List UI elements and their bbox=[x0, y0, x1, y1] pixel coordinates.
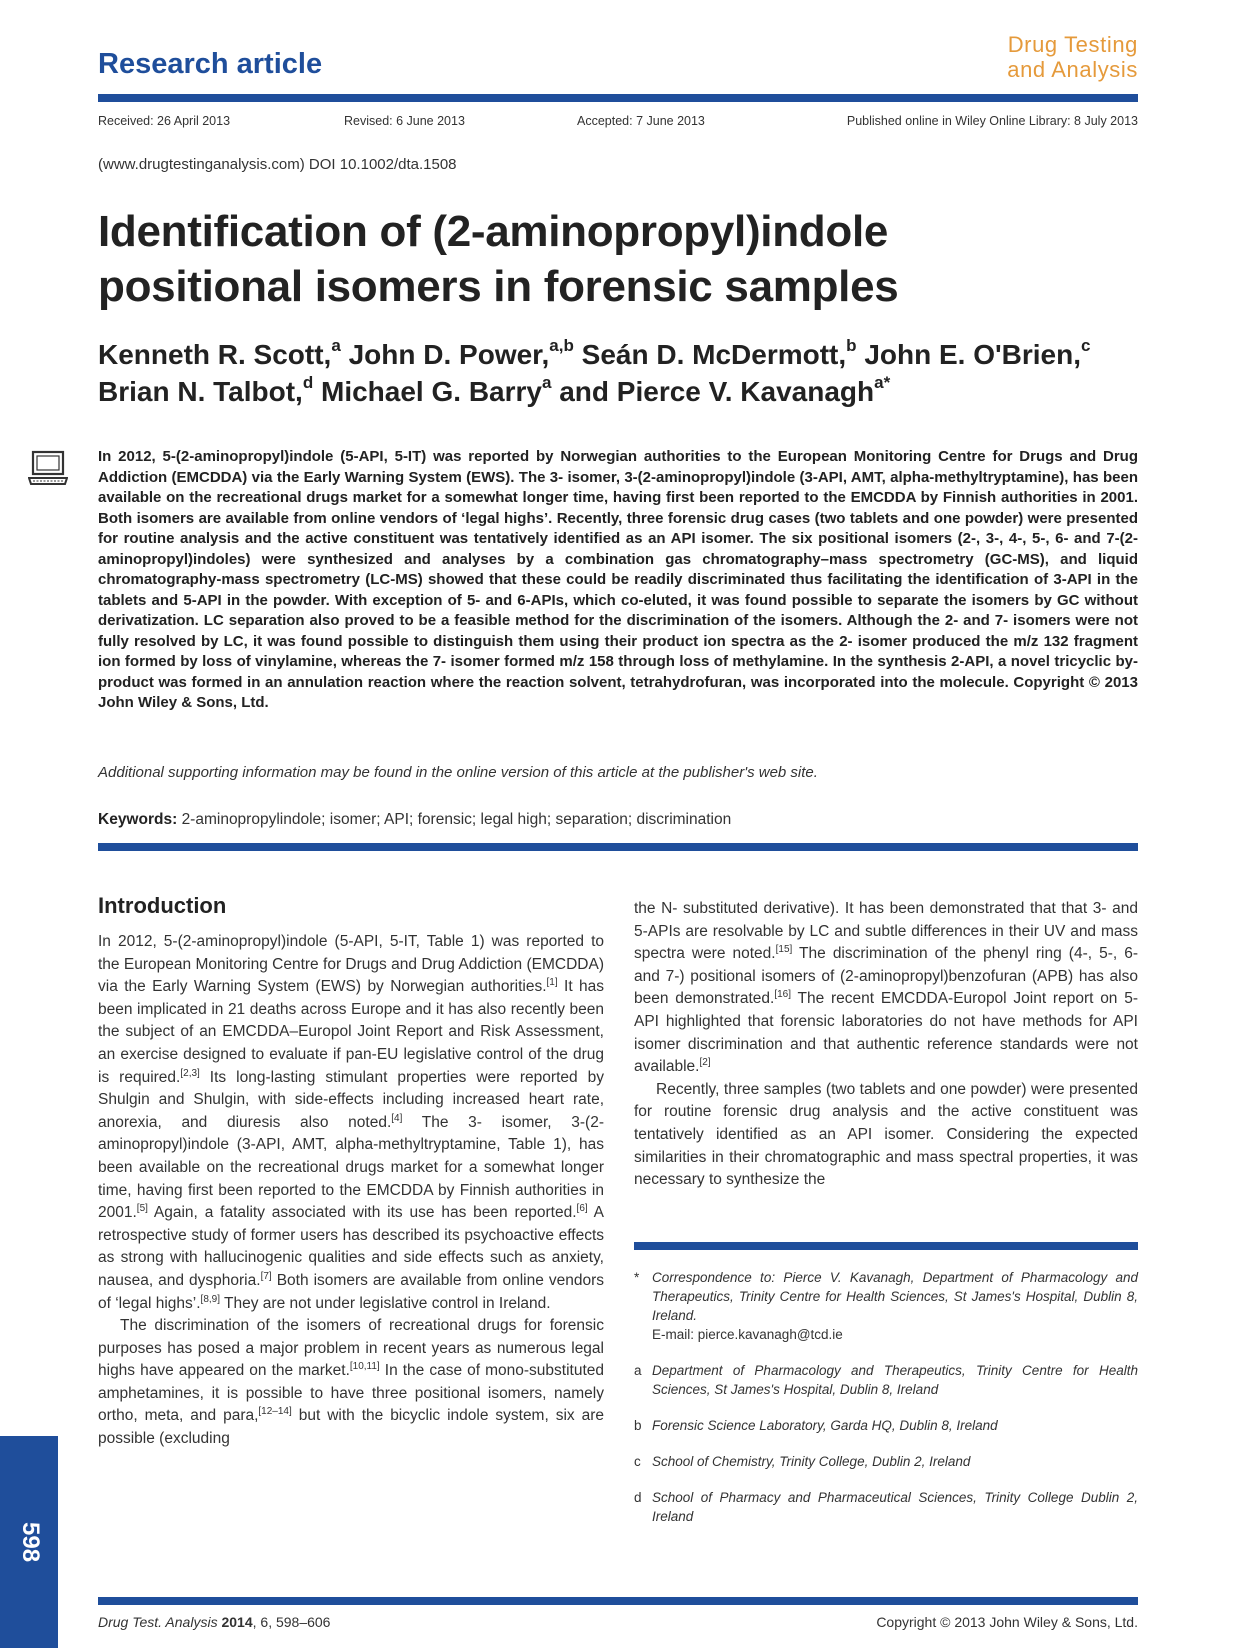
column-right bbox=[634, 898, 1138, 1192]
affiliation-a: a Department of Pharmacology and Therapeutics, Trinity Centre for Health Sciences, St James's Hospital, Dublin 8, Ireland bbox=[634, 1363, 1138, 1397]
abstract-rule bbox=[98, 843, 1138, 851]
affiliation-c: c School of Chemistry, Trinity College, Dublin 2, Ireland bbox=[634, 1454, 971, 1469]
keywords bbox=[98, 811, 1138, 829]
footer-copyright: Copyright © 2013 John Wiley & Sons, Ltd. bbox=[876, 1614, 1138, 1630]
footer-citation: Drug Test. Analysis 2014, 6, 598–606 bbox=[98, 1614, 331, 1630]
correspondence bbox=[634, 1268, 1138, 1344]
reference-citation[interactable]: [6] bbox=[576, 1203, 588, 1215]
journal-name-line1: Drug Testing bbox=[1007, 32, 1138, 57]
supporting-info-note: Additional supporting information may be found in the online version of this article at the publisher's web site. bbox=[98, 764, 818, 781]
computer-icon bbox=[28, 450, 68, 490]
column-left bbox=[98, 893, 604, 1451]
reference-citation[interactable]: [2,3] bbox=[180, 1067, 200, 1079]
affiliation-mark: c bbox=[1081, 336, 1091, 355]
reference-citation[interactable]: [7] bbox=[260, 1270, 272, 1282]
intro-paragraph-2-continued: the N- substituted derivative). It has been demonstrated that that 3- and 5-APIs are resolvable by LC and subtle differences in their UV and mass spectra were noted.[15] The discrimination of the phenyl ring (4-, 5-, 6- and 7-) positional isomers of (2-aminopropyl)benzofuran (APB) has also been demonstrated.[16] The recent EMCDDA-Europol Joint report on 5-API highlighted that forensic laboratories do not have methods for API isomer discrimination and that authentic reference standards were not available.[2] bbox=[634, 900, 1138, 1076]
author: and Pierce V. Kavanagh$^{a*}$ bbox=[559, 373, 891, 407]
reference-citation[interactable]: [2] bbox=[699, 1057, 711, 1069]
correspondence-mark: * bbox=[634, 1270, 640, 1285]
affiliation-d: d School of Pharmacy and Pharmaceutical Sciences, Trinity College Dublin 2, Ireland bbox=[634, 1490, 1138, 1524]
correspondence-rule bbox=[634, 1242, 1138, 1250]
introduction-body bbox=[98, 931, 604, 1451]
reference-citation[interactable]: [16] bbox=[774, 989, 792, 1001]
correspondence-block bbox=[634, 1268, 1138, 1526]
section-label: Research article bbox=[98, 48, 323, 80]
correspondence-text: Correspondence to: Pierce V. Kavanagh, Department of Pharmacology and Therapeutics, Trinity Centre for Health Sciences, St James's Hospital, Dublin 8, Ireland. bbox=[652, 1270, 1138, 1323]
accepted-date: Accepted: 7 June 2013 bbox=[577, 114, 705, 128]
abstract: In 2012, 5-(2-aminopropyl)indole (5-API, 5-IT) was reported by Norwegian authorities to the European Monitoring Centre for Drugs and Drug Addiction (EMCDDA) via the Early Warning System (EWS). The 3- isomer, 3-(2-aminopropyl)indole (3-API, AMT, alpha-methyltryptamine), has been available on the recreational drugs market for a somewhat longer time, having first been reported to the EMCDDA by Finnish authorities in 2001. Both isomers are available from online vendors of ‘legal highs’. Recently, three forensic drug cases (two tablets and one powder) were presented for routine analysis and the active constituent was tentatively identified as an API isomer. The six positional isomers (2-, 3-, 4-, 5-, 6- and 7-(2-aminopropyl)indoles) were synthesized and analyses by a combination gas chromatography–mass spectrometry (GC-MS), and liquid chromatography-mass spectrometry (LC-MS) showed that these could be readily discriminated thus facilitating the identification of 3-API in the tablets and 5-API in the powder. With exception of 5- and 6-APIs, which co-eluted, it was found possible to separate the isomers by GC without derivatization. LC separation also proved to be a feasible method for the discrimination of the isomers. Although the 2- and 7- isomers were not fully resolved by LC, it was found possible to distinguish them using their product ion spectra as the 2- isomer produced the m/z 132 fragment ion formed by loss of vinylamine, whereas the 7- isomer formed m/z 158 through loss of methylamine. In the synthesis 2-API, a novel tricyclic by-product was formed in an annulation reaction where the reaction solvent, tetrahydrofuran, was incorporated into the molecule. Copyright © 2013 John Wiley & Sons, Ltd. bbox=[98, 448, 1138, 711]
article-dates bbox=[98, 114, 1138, 130]
correspondence-email[interactable]: E-mail: pierce.kavanagh@tcd.ie bbox=[652, 1327, 843, 1342]
affiliation-b: b Forensic Science Laboratory, Garda HQ, Dublin 8, Ireland bbox=[634, 1418, 998, 1433]
reference-citation[interactable]: [15] bbox=[775, 944, 793, 956]
affiliation-mark: a* bbox=[874, 373, 891, 392]
journal-name-line2: and Analysis bbox=[1007, 57, 1138, 82]
doi-line[interactable]: (www.drugtestinganalysis.com) DOI 10.1002/dta.1508 bbox=[98, 156, 457, 173]
affiliation-mark: a bbox=[541, 373, 552, 392]
journal-name bbox=[928, 32, 1138, 82]
introduction-heading: Introduction bbox=[98, 893, 227, 918]
page-number-tab bbox=[0, 1436, 58, 1648]
author: Brian N. Talbot,$^d$ bbox=[98, 373, 314, 407]
reference-citation[interactable]: [4] bbox=[391, 1112, 403, 1124]
author: Michael G. Barry$^a$ bbox=[321, 373, 552, 407]
published-date: Published online in Wiley Online Library: 8 July 2013 bbox=[846, 114, 1138, 128]
keywords-label: Keywords: bbox=[98, 811, 178, 828]
reference-citation[interactable]: [5] bbox=[136, 1203, 148, 1215]
intro-paragraph-3: Recently, three samples (two tablets and one powder) were presented for routine forensic drug analysis and the active constituent was tentatively identified as an API isomer. Considering the expected similarities in their chromatographic and mass spectral properties, it was necessary to synthesize the bbox=[634, 1080, 1138, 1189]
introduction-body-continued bbox=[634, 898, 1138, 1192]
affiliation-mark: a bbox=[331, 336, 341, 355]
title-line-1: Identification of (2-aminopropyl)indole bbox=[98, 207, 889, 256]
affiliation-mark: a,b bbox=[549, 336, 574, 355]
title-line-2: positional isomers in forensic samples bbox=[98, 262, 899, 311]
article-title bbox=[98, 204, 1158, 314]
author: John D. Power,$^{a,b}$ bbox=[348, 336, 574, 370]
intro-paragraph-1: In 2012, 5-(2-aminopropyl)indole (5-API, 5-IT, Table 1) was reported to the European Monitoring Centre for Drugs and Drug Addiction (EMCDDA) via the Early Warning System (EWS) by Norwegian authorities.[1] It has been implicated in 21 deaths across Europe and it has also recently been the subject of an EMCDDA–Europol Joint Report and Risk Assessment, an exercise designed to evaluate if pan-EU legislative control of the drug is required.[2,3] Its long-lasting stimulant properties were reported by Shulgin and Shulgin, with side-effects including increased heart rate, anorexia, and diuresis also noted.[4] The 3- isomer, 3-(2-aminopropyl)indole (3-API, AMT, alpha-methyltryptamine, Table 1), has been available on the recreational drugs market for a somewhat longer time, having first been reported to the EMCDDA by Finnish authorities in 2001.[5] Again, a fatality associated with its use has been reported.[6] A retrospective study of former users has described its psychoactive effects as strong with hallucinogenic qualities and side effects such as anxiety, nausea, and dysphoria.[7] Both isomers are available from online vendors of ‘legal highs’.[8,9] They are not under legislative control in Ireland. bbox=[98, 933, 605, 1312]
author: Seán D. McDermott,$^b$ bbox=[581, 336, 857, 370]
affiliation-mark: b bbox=[846, 336, 857, 355]
author: John E. O'Brien,$^c$ bbox=[864, 336, 1091, 370]
header-rule bbox=[98, 94, 1138, 102]
reference-citation[interactable]: [12–14] bbox=[258, 1406, 292, 1418]
author: Kenneth R. Scott,$^a$ bbox=[98, 336, 341, 370]
page-number: 598 bbox=[17, 1522, 44, 1563]
reference-citation[interactable]: [8,9] bbox=[200, 1293, 221, 1305]
author-list bbox=[98, 336, 1158, 410]
affiliation-mark: d bbox=[302, 373, 314, 392]
intro-paragraph-2: The discrimination of the isomers of recreational drugs for forensic purposes has posed a major problem in recent years as numerous legal highs have appeared on the market.[10,11] In the case of mono-substituted amphetamines, it is possible to have three positional isomers, namely ortho, meta, and para,[12–14] but with the bicyclic indole system, six are possible (excluding bbox=[98, 1317, 604, 1448]
footer-rule bbox=[98, 1597, 1138, 1605]
reference-citation[interactable]: [10,11] bbox=[349, 1361, 380, 1373]
keywords-text: 2-aminopropylindole; isomer; API; forensic; legal high; separation; discrimination bbox=[181, 811, 732, 828]
revised-date: Revised: 6 June 2013 bbox=[344, 114, 465, 128]
received-date: Received: 26 April 2013 bbox=[98, 114, 231, 128]
reference-citation[interactable]: [1] bbox=[546, 977, 558, 989]
